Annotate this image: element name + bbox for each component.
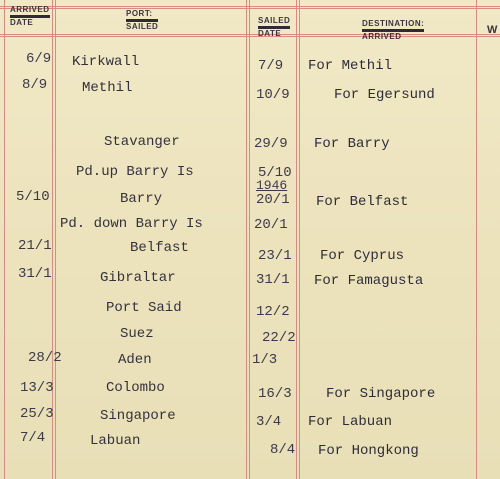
sailed-date-cell: 20/1: [254, 217, 288, 233]
sailed-date-cell: 5/10: [258, 165, 292, 181]
header-top-rule: [0, 6, 500, 9]
header-extra-column: W: [487, 24, 498, 36]
year-note: 1946: [256, 178, 288, 193]
port-cell: Kirkwall: [72, 54, 140, 70]
left-margin-rule: [4, 0, 5, 479]
arrived-date-cell: 13/3: [20, 380, 54, 396]
port-cell: Labuan: [90, 433, 141, 449]
sailed-date-cell: 20/1: [256, 192, 290, 208]
destination-cell: For Cyprus: [320, 248, 405, 264]
sailed-date-cell: 10/9: [256, 87, 290, 103]
sailed-date-cell: 7/9: [258, 58, 284, 74]
column-rule-3: [296, 0, 300, 479]
sailed-date-cell: 12/2: [256, 304, 290, 320]
column-rule-2: [246, 0, 250, 479]
column-rule-4: [476, 0, 477, 479]
sailed-date-cell: 29/9: [254, 136, 288, 152]
arrived-date-cell: 7/4: [20, 430, 46, 446]
destination-cell: For Methil: [308, 58, 393, 74]
header-arrived-date: ARRIVED DATE: [10, 5, 50, 27]
header-port-sailed: PORT: SAILED: [126, 9, 159, 31]
port-cell: Gibraltar: [100, 270, 176, 286]
header-destination-arrived: DESTINATION: ARRIVED: [362, 19, 425, 41]
arrived-date-cell: 6/9: [26, 51, 52, 67]
destination-cell: For Singapore: [326, 386, 436, 402]
arrived-date-cell: 25/3: [20, 406, 54, 422]
port-cell: Belfast: [130, 240, 189, 256]
port-cell: Colombo: [106, 380, 165, 396]
port-cell: Stavanger: [104, 134, 180, 150]
destination-cell: For Belfast: [316, 194, 409, 210]
sailed-date-cell: 23/1: [258, 248, 292, 264]
sailed-date-cell: 16/3: [258, 386, 292, 402]
port-cell: Barry: [120, 191, 163, 207]
port-cell: Suez: [120, 326, 154, 342]
arrived-date-cell: 8/9: [22, 77, 48, 93]
destination-cell: For Egersund: [334, 87, 435, 103]
sailed-date-cell: 3/4: [256, 414, 282, 430]
port-cell: Port Said: [106, 300, 182, 316]
arrived-date-cell: 31/1: [18, 266, 52, 282]
sailed-date-cell: 8/4: [270, 442, 296, 458]
arrived-date-cell: 28/2: [28, 350, 62, 366]
arrived-date-cell: 5/10: [16, 189, 50, 205]
destination-cell: For Labuan: [308, 414, 393, 430]
sailed-date-cell: 22/2: [262, 330, 296, 346]
port-cell: Aden: [118, 352, 152, 368]
header-sailed-date: SAILED DATE: [258, 16, 291, 38]
port-cell: Singapore: [100, 408, 176, 424]
destination-cell: For Famagusta: [314, 273, 424, 289]
destination-cell: For Hongkong: [318, 443, 419, 459]
destination-cell: For Barry: [314, 136, 390, 152]
sailed-date-cell: 1/3: [252, 352, 278, 368]
port-cell: Methil: [82, 80, 133, 96]
arrived-date-cell: 21/1: [18, 238, 52, 254]
port-cell: Pd.up Barry Is: [76, 164, 194, 180]
sailed-date-cell: 31/1: [256, 272, 290, 288]
port-cell: Pd. down Barry Is: [60, 216, 203, 232]
header-bottom-rule: [0, 34, 500, 37]
